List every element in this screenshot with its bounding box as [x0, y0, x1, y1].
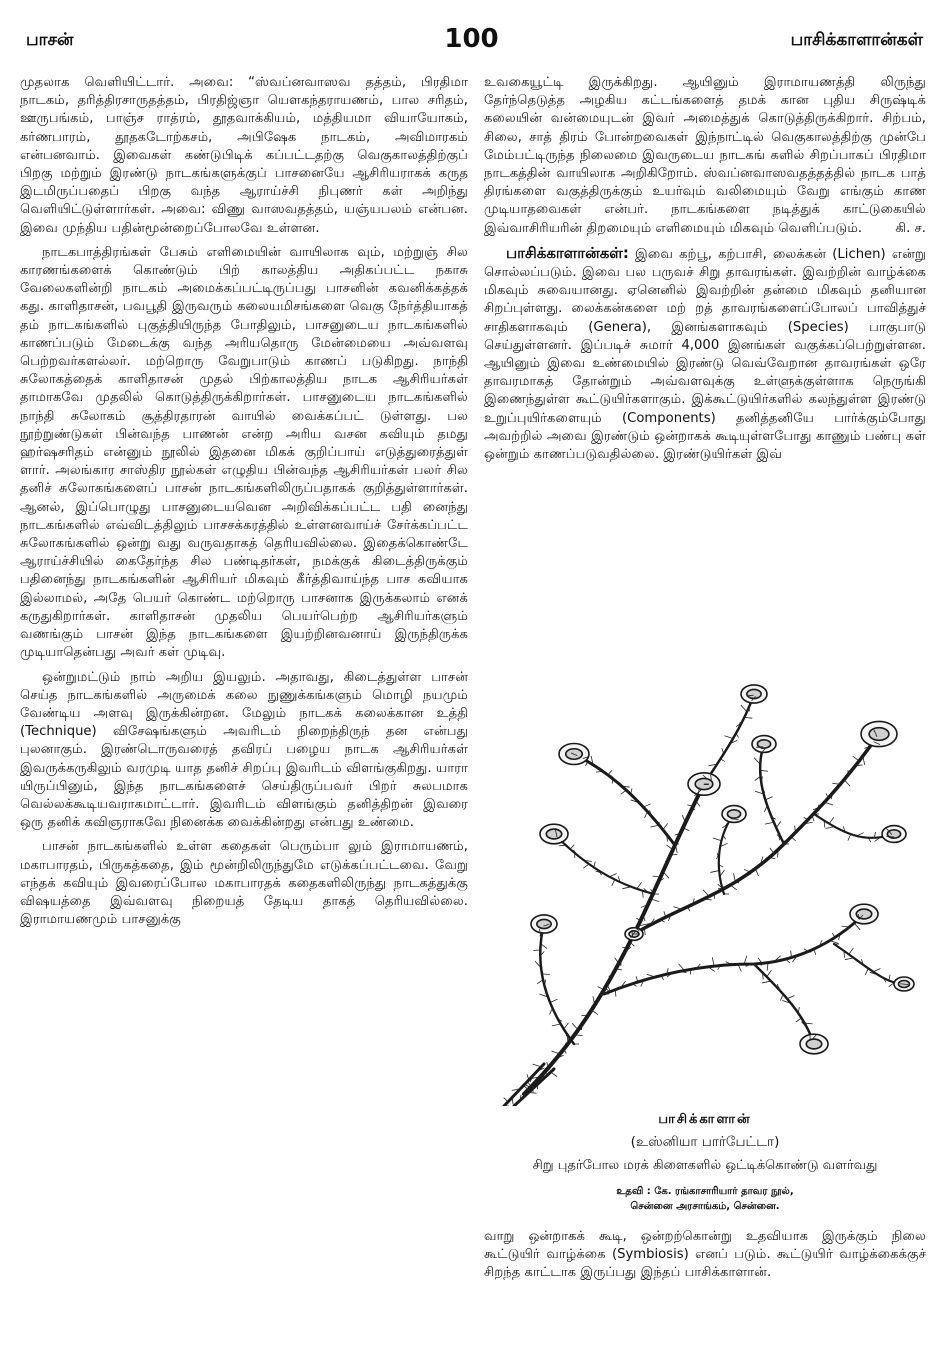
right-column	[484, 74, 926, 654]
fibril	[713, 838, 722, 841]
fibril	[537, 980, 543, 984]
page-header	[20, 24, 923, 64]
fibril	[829, 817, 834, 823]
fibril	[780, 994, 783, 1000]
fibril	[765, 822, 774, 824]
fibril	[741, 705, 747, 712]
fibril	[551, 1072, 557, 1077]
fibril	[873, 969, 880, 972]
fibril	[570, 845, 574, 849]
paragraph-continued	[484, 74, 926, 238]
fibril	[673, 907, 682, 910]
fibril	[550, 1008, 553, 1014]
apothecium-disc	[546, 829, 561, 839]
running-head-right: பாசிக்காளான்கள்	[790, 30, 923, 50]
figure-subtitle: (உஸ்னியா பார்பேட்டா)	[630, 1134, 780, 1150]
right-column-text	[484, 74, 926, 654]
fibril	[612, 880, 615, 886]
fibril	[552, 1024, 561, 1026]
apothecium-disc	[869, 728, 889, 741]
fibril	[645, 811, 648, 817]
fibril	[559, 845, 566, 846]
paragraph-3: ஒன்றுமட்டும் நாம் அறிய இயலும். அதாவது, கிடைத்துள்ள பாசன் செய்த நாடகங்களில் அருமைக் கலை நுணுக்கங்களும் மொழி நயமும் வேண்டிய அளவு இருக்கின்றன. மேலும் நாடகக் கலைக்கான உத்தி (Technique) விசேஷங்களும் அவரிடம் நிறைந்திருந் தன என்பது புலனாகும். இரண்டொருவரைத் தவிரப் பழைய நாடக ஆசிரியர்கள் இவருக்கருகிலும் வரமுடி யாத தனிச் சிறப்பு இவரிடம் விளங்குகிறது. யாரா யிருப்பினும், இந்த நாடகங்களைச் செய்திருப்பவர் பிறர் சுலபமாக வெல்லக்கூடியவராகமாட்டார். இவரிடம் விளங்கும் தனித்திறன் இவரை ஒரு தனிக் கவிஞராகவே நினைக்க வைக்கின்றது என்பது உண்மை.	[20, 669, 468, 831]
fibril	[767, 970, 772, 976]
apothecium-disc	[727, 810, 740, 818]
fibril	[826, 827, 835, 829]
fibril	[647, 974, 656, 977]
fibril	[848, 834, 851, 840]
lichen-illustration	[484, 664, 926, 1106]
figure-credit-line-1: உதவி : கே. ரங்காசாரியார் தாவர நூல்,	[616, 1186, 794, 1197]
continued-text: உவகையூட்டி இருக்கிறது. ஆயினும் இராமாயணத்தி லிருந்து தேர்ந்தெடுத்த அழகிய கட்டங்களைத் தமக் கான புதிய சிருஷ்டிக் கலையின் வன்மையுடன் இவர் அமைத்துக் கொடுத்திருக்கிறார். சிற்பம், சிலை, சாத் திரம் போன்றவைகள் இந்நாட்டில் வெகுகாலத்திற்கு முன்பே மேம்பட்டிருந்த நிலைமை இவருடைய நாடகங் களில் சிறப்பாகப் பிரதிமா நாடகத்தின் வாயிலாக அறிகிறோம். ஸ்வப்னவாஸவதத்தத்தில் நாடக பாத் திரங்களை வகுத்திருக்கும் உயர்வும் வலிமையும் வேறு எங்கும் காண முடியாதவைகள் என்பர். நாடகங்களை நடித்துக் காட்டுகையில் இவ்வாசிரியரின் திறமையும் எளிமையும் மிகவும் வெளிப்படும்.	[484, 75, 926, 236]
fibril	[504, 1098, 508, 1102]
fibril	[710, 871, 719, 873]
apothecium-disc	[806, 1039, 821, 1049]
fibril	[682, 815, 685, 822]
running-head-left: பாசன்	[26, 30, 74, 50]
fibril	[621, 790, 627, 794]
left-column	[20, 74, 468, 1330]
fibril	[592, 1010, 598, 1015]
fibril	[849, 948, 854, 954]
fibril	[678, 964, 684, 971]
fibril	[720, 759, 724, 762]
entry-text: இவை கற்பூ, கற்பாசி, லைக்கன் (Lichen) என்று சொல்லப்படும். இவை பல பருவச் சிறு தாவரங்கள். இவற்றின் வாழ்க்கை மிகவும் சுவையானது. ஏனெனில் இவற்றின் தன்மை மிகவும் தனியான சிறப்புள்ளது. லைக்கன்களை மற் றத் தாவரங்களைப்போலப் பாவித்துச் சாதிகளாகவும் (Genera), இனங்களாகவும் (Species) பாகுபாடு செய்துள்ளனர். இப்படிச் சுமார் 4,000 இனங்கள் வகுக்கப்பெற்றுள்ளன. ஆயினும் இவை உண்மையில் இரண்டு வெவ்வேறான தாவரங்கள் ஒரே தாவரமாகத் தோன்றும் அவ்வளவுக்கு உள்ளுக்குள்ளாக நெருங்கி இணைந்துள்ள கூட்டுயிர்களாகும். இக்கூட்டுயிர்களில் கலந்துள்ள இரண்டு உறுப்புயிர்களையும் (Components) தனித்தனியே பார்க்கும்போது அவற்றில் அவை இரண்டும் ஒன்றாகக் கூடியுள்ளபோது காணும் பண்பு கள் ஒன்றும் காணப்படுவதில்லை. இரண்டுயிர்கள் இவ்	[484, 246, 926, 463]
fibril	[564, 1023, 569, 1029]
fibril	[663, 823, 668, 829]
fibril	[608, 770, 612, 774]
fibril	[844, 780, 850, 787]
fibril	[637, 882, 642, 888]
fibril	[791, 837, 795, 841]
fibril	[765, 797, 772, 800]
right-column-closing	[484, 1228, 926, 1289]
paragraph-1: முதலாக வெளியிட்டார். அவை: “ஸ்வப்னவாஸவ தத்தம், பிரதிமா நாடகம், தரித்திரசாருதத்தம், பிரதிஜ்ஞா யௌகந்தராயணம், பால சரிதம், ஊருபங்கம், பாஞ்ச ராத்ரம், தூதவாக்கியம், மத்தியமா வியாயோகம், கர்ணபாரம், தூதகடோற்கசம், அபிஷேக நாடகம், அவிமாரகம் என்பனவாம். இவைகள் கண்டுபிடிக் கப்பட்டதற்கு வெகுகாலத்திற்குப் பிறகு மற்றும் இரண்டு நாடகங்களுக்குப் பாசனையே ஆசிரியராகக் கருத இடமிருப்பதைப் பிறகு வந்த ஆராய்ச்சி நிபுணர் கள் அறிந்து வெளியிட்டுள்ளார்கள். அவை: விணு வாஸவதத்தம், யஞ்யபலம் என்பன. இவை முந்திய பதின்மூன்றைப்போலவே உள்ளன.	[20, 75, 468, 236]
fibril	[609, 874, 616, 877]
fibril	[663, 872, 669, 879]
fibril	[854, 923, 860, 930]
figure-credit-line-2: சென்னை அரசாங்கம், சென்னை.	[630, 1201, 780, 1212]
fibril	[550, 999, 557, 1002]
fibril	[724, 736, 733, 739]
fibril	[583, 864, 589, 868]
figure-title: பாசிக்காளான்	[658, 1112, 752, 1127]
fibril	[736, 733, 739, 737]
paragraph-4: பாசன் நாடகங்களில் உள்ள கதைகள் பெரும்பா லும் இராமாயணம், மகாபாரதம், பிருகத்கதை, இம் மூன்றிலிருந்துமே எடுக்கப்பட்டவை. வேறு எந்தக் கவியும் இவரைப்போல மகாபாரதக் கதைகளிலிருந்து நாடகத்துக்கு விஷயத்தை இவ்வளவு நிறையத் தேடிய தாகத் தெரியவில்லை. இராமாயணமும் பாசனுக்கு	[20, 839, 468, 928]
fibril	[720, 870, 725, 876]
fibril	[703, 890, 709, 897]
fibril	[787, 995, 794, 998]
author-initials: கி. ச.	[895, 220, 926, 236]
fibril	[796, 1018, 802, 1022]
fibril	[744, 717, 752, 718]
page-number: 100	[444, 24, 499, 54]
fibril	[762, 981, 771, 983]
entry-paragraph	[484, 244, 926, 464]
fibril	[572, 1023, 578, 1030]
apothecium-disc	[747, 689, 761, 698]
fibril	[776, 821, 781, 827]
fibril	[755, 869, 758, 876]
fibril	[770, 848, 774, 854]
paragraph-2: நாடகபாத்திரங்கள் பேசும் எளிமையின் வாயிலாக வும், மற்றுஞ் சில காரணங்களைக் கொண்டும் பிற் காலத்திய அதிகப்பட்ட நகாசு வேலைகளின்றி நாடகம் அமைக்கப்பட்டிருப்பது பாசனின் கவனிக்கத்தக் கது. காளிதாசன், பவபூதி இருவரும் கலையமிசங்களை வெகு நேர்த்தியாகத் தம் நாடகங்களில் புகுத்தியிருந்த போதிலும், பாசனுடைய நாடகங்களில் காணப்படும் மேடைக்கு வந்த அரியதொரு மேன்மையை அவ்வளவு பெற்றவர்களல்லர். மற்றொரு வேறுபாடும் காணப் படுகிறது. நாந்தி சுலோகத்தைக் காளிதாசன் முதல் பிற்காலத்திய நாடக ஆசிரியர்கள் தாமாகவே முதலில் கொடுத்திருக்கிறார்கள். பாசனுடைய நாடகங்களில் நாந்தி சுலோகம் சூத்திரதாரன் வாயில் வைக்கப்பட் டுள்ளது. பல நூற்றுண்டுகள் பின்வந்த பாணன் என்ற அரிய வசன கவியும் தமது ஹர்ஷசரிதம் என்னும் நூலில் இதனை மிகக் குறிப்பாய் எடுத்துரைத்துள் ளார். அலங்கார சாஸ்திர நூல்கள் எழுதிய பின்வந்த ஆசிரியர்கள் பலர் சில தனிச் சுலோகங்களைப் பாசன் நாடகங்களிலிருப்பதாகக் குறித்துள்ளார்கள். ஆனல், இப்பொழுது பாசனுடையவென அறிவிக்கப்பட்ட பதி னைந்து நாடகங்களில் எவ்விடத்திலும் பாசசக்கரத்தில் உள்ளனவாய்ச் சேர்க்கப்பட்ட சுலோகங்களில் ஒன்று வது வருவதாகத் தெரியவில்லை. இதைக்கொண்டே ஆராய்ச்சியில் கைதேர்ந்த சில பண்டிதர்கள், நமக்குக் கிடைத்திருக்கும் பதினைந்து நாடகங்களின் ஆசிரியர் மிகவும் கீர்த்திவாய்ந்த பாச கவியாக இல்லாமல், அதே பெயர் கொண்ட மற்றொரு பாசனாக இருக்கலாம் எனக் கருதுகிறார்கள். காளிதாசன் முதலிய பெயர்பெற்ற ஆசிரியர்களும் வணங்கும் பாசன் இந்த நாடகங்களை இயற்றினவனாய் இருந்திருக்க முடியாதென்பது அவர் கள் முடிவு.	[20, 244, 468, 661]
fibril	[730, 885, 736, 890]
fibril	[865, 968, 868, 974]
figure-description: சிறு புதர்போல மரக் கிளைகளில் ஒட்டிக்கொண்டு வளர்வது	[532, 1158, 878, 1173]
fibril	[853, 756, 859, 761]
fibril	[764, 806, 767, 812]
fibril	[643, 804, 650, 807]
fibril	[845, 958, 854, 960]
closing-paragraph: வாறு ஒன்றாகக் கூடி, ஒன்றற்கொன்று உதவியாக இருக்கும் நிலை கூட்டுயிர் வாழ்க்கை (Symbiosis) எனப் படும். கூட்டுயிர் வாழ்க்கைக்குச் சிறந்த காட்டாக இருப்பது இந்தப் பாசிக்காளான்.	[484, 1229, 926, 1281]
fibril	[650, 825, 659, 827]
entry-title: பாசிக்காளான்கள்:	[506, 243, 629, 262]
fibril	[824, 802, 833, 805]
fibril	[533, 1064, 542, 1067]
